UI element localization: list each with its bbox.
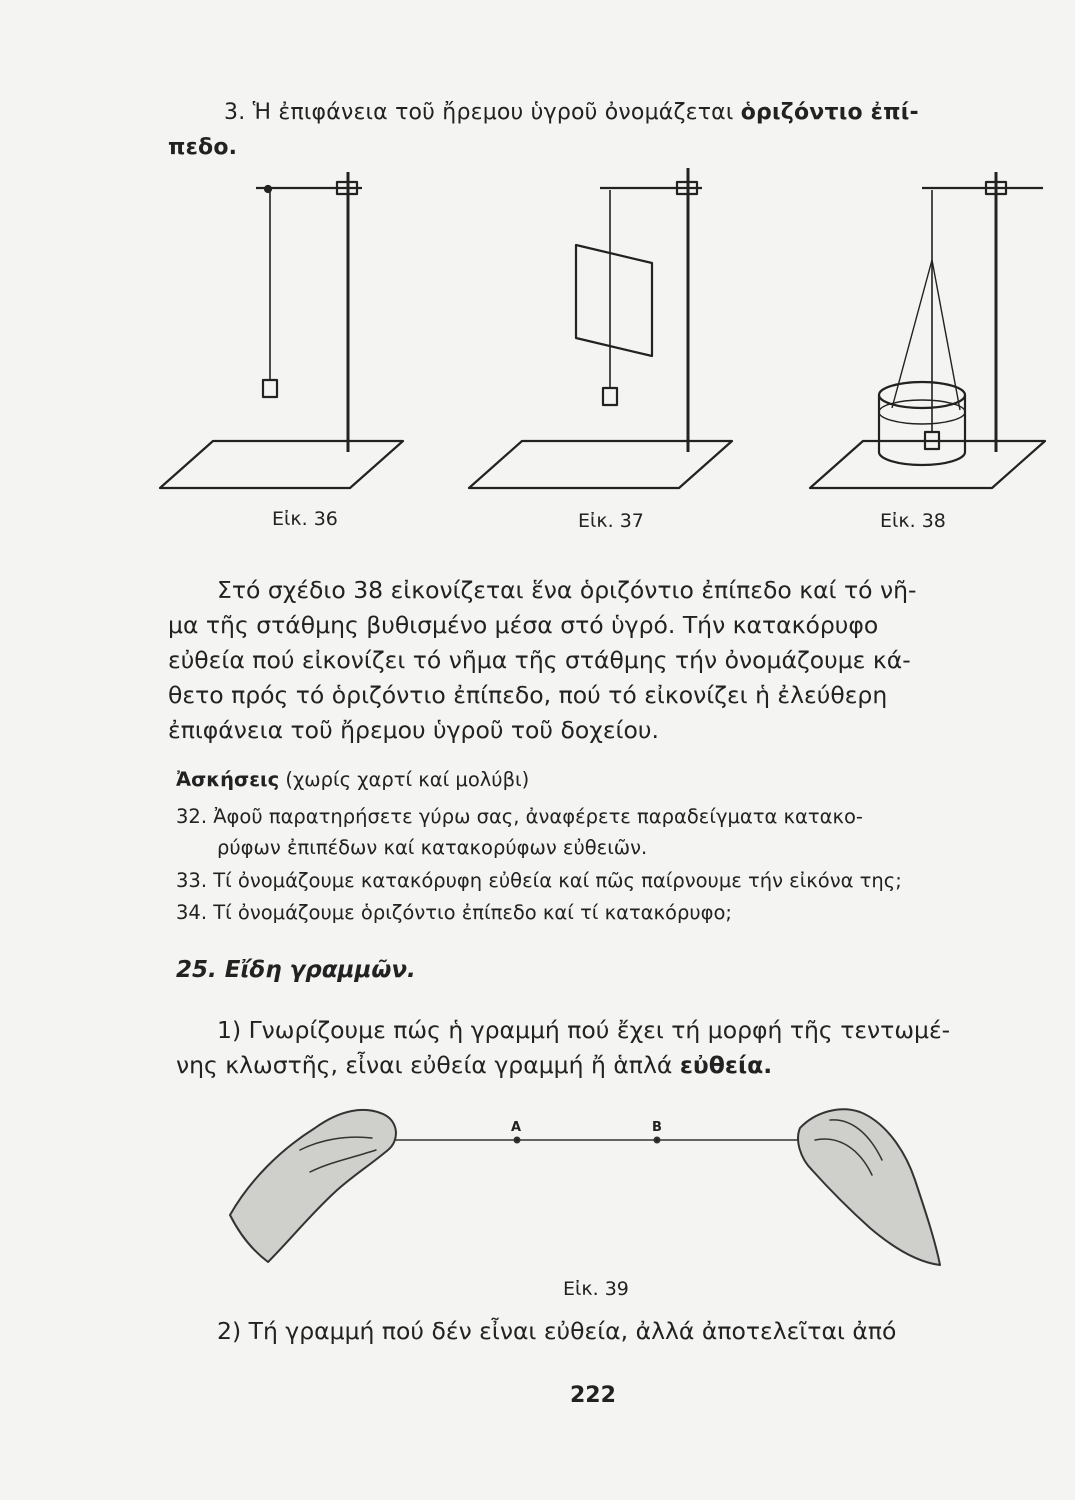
caption-fig36: Εἰκ. 36: [272, 508, 338, 530]
exercise-32-line2: ρύφων ἐπιπέδων καί κατακορύφων εὐθειῶν.: [217, 836, 648, 859]
point-a-dot: [515, 1138, 520, 1143]
paragraph-38-line1: Στό σχέδιο 38 εἰκονίζεται ἕνα ὁριζόντιο ἐπίπεδο καί τό νῆ-: [217, 576, 917, 604]
point-b-dot: [655, 1138, 660, 1143]
section-25-p1-line2: νης κλωστῆς, εἶναι εὐθεία γραμμή ἤ ἁπλά εὐθεία.: [176, 1051, 773, 1079]
item3-line1: 3. Ἡ ἐπιφάνεια τοῦ ἤρεμου ὑγροῦ ὀνομάζεται ὁριζόντιο ἐπί-: [224, 100, 919, 125]
exercise-34: 34. Τί ὀνομάζουμε ὁριζόντιο ἐπίπεδο καί τί κατακόρυφο;: [176, 901, 732, 924]
item3-line2: πεδο.: [168, 135, 238, 160]
page-number: 222: [570, 1383, 616, 1408]
section-25-p2-line1: 2) Τή γραμμή πού δέν εἶναι εὐθεία, ἀλλά ἀποτελεῖται ἀπό: [217, 1317, 897, 1345]
caption-fig37: Εἰκ. 37: [578, 510, 644, 532]
right-hand: [798, 1109, 940, 1265]
exercises-heading: Ἀσκήσεις (χωρίς χαρτί καί μολύβι): [176, 768, 530, 791]
label-point-a: A: [511, 1120, 522, 1135]
paragraph-38-line2: μα τῆς στάθμης βυθισμένο μέσα στό ὑγρό. Τήν κατακόρυφο: [168, 611, 879, 639]
caption-fig38: Εἰκ. 38: [880, 510, 946, 532]
section-25-p1-line1: 1) Γνωρίζουμε πώς ἡ γραμμή πού ἔχει τή μορφή τῆς τεντωμέ-: [217, 1016, 951, 1044]
paragraph-38-line5: ἐπιφάνεια τοῦ ἤρεμου ὑγροῦ τοῦ δοχείου.: [168, 716, 659, 744]
left-hand: [230, 1110, 396, 1262]
exercise-33: 33. Τί ὀνομάζουμε κατακόρυφη εὐθεία καί πῶς παίρνουμε τήν εἰκόνα της;: [176, 869, 902, 892]
section-25-title: 25. Εἴδη γραμμῶν.: [176, 957, 416, 983]
paragraph-38-line3: εὐθεία πού εἰκονίζει τό νῆμα τῆς στάθμης τήν ὀνομάζουμε κά-: [168, 646, 911, 674]
exercise-32-line1: 32. Ἀφοῦ παρατηρήσετε γύρω σας, ἀναφέρετε παραδείγματα κατακο-: [176, 805, 863, 828]
caption-fig39: Εἰκ. 39: [563, 1278, 629, 1300]
label-point-b: B: [652, 1120, 662, 1135]
paragraph-38-line4: θετο πρός τό ὁριζόντιο ἐπίπεδο, πού τό εἰκονίζει ἡ ἐλεύθερη: [168, 681, 888, 709]
